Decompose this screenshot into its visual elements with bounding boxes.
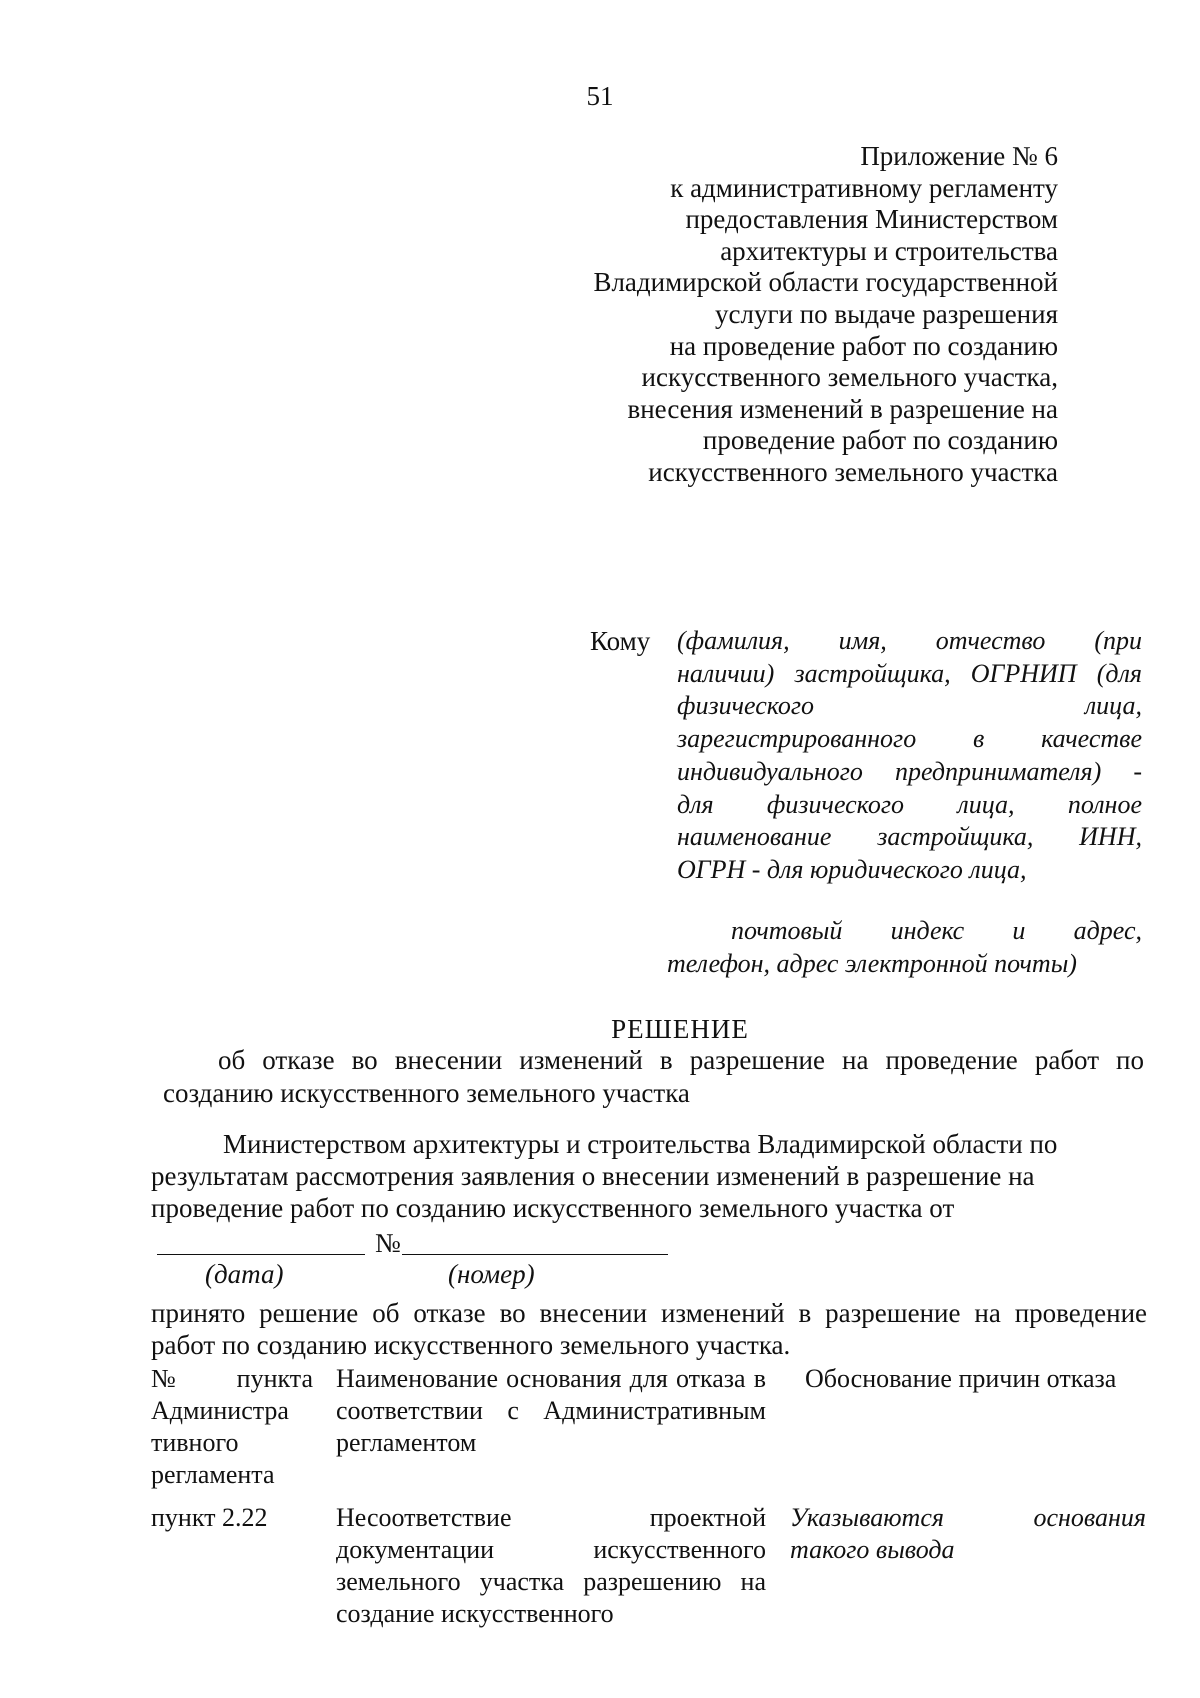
appendix-header — [593, 141, 1058, 489]
body-text: Министерством архитектуры и строительства Владимирской области по — [223, 1129, 1058, 1159]
recipient-line: наименование застройщика, ИНН, — [677, 822, 1142, 852]
recipient-line: для физического лица, полное — [677, 789, 1142, 819]
result-text: работ по созданию искусственного земельного участка. — [151, 1330, 791, 1360]
table-cell-reason: Несоответствие проектной документации искусственного земельного участка разрешению на создание искусственного — [336, 1503, 766, 1628]
recipient-line: ОГРН - для юридического лица, — [677, 854, 1027, 884]
appendix-line: на проведение работ по созданию — [669, 330, 1058, 361]
result-text: принято решение об отказе во внесении изменений в разрешение на проведение — [151, 1298, 1147, 1328]
appendix-line: искусственного земельного участка — [648, 456, 1058, 487]
date-blank — [157, 1254, 365, 1255]
appendix-line: внесения изменений в разрешение на — [627, 393, 1058, 424]
recipient-line: зарегистрированного в качестве — [677, 724, 1142, 754]
table-cell-item-number: пункт 2.22 — [151, 1503, 268, 1532]
table-header-reason: Наименование основания для отказа в соответствии с Административным регламентом — [336, 1364, 766, 1457]
recipient-label: Кому — [590, 626, 651, 656]
decision-title: РЕШЕНИЕ — [611, 1014, 749, 1044]
appendix-line: искусственного земельного участка, — [641, 362, 1058, 393]
page-number: 51 — [586, 81, 614, 111]
number-caption: (номер) — [448, 1259, 535, 1289]
recipient-placeholder — [677, 625, 1142, 887]
appendix-line: услуги по выдаче разрешения — [715, 298, 1058, 329]
number-blank — [402, 1254, 668, 1255]
address-line: почтовый индекс и адрес, — [731, 916, 1142, 945]
number-sign: № — [375, 1228, 401, 1258]
table-header-item-number: № пункта Администра тивного регламента — [151, 1364, 313, 1489]
table-cell-justification: Указываются основания такого вывода — [790, 1503, 1146, 1564]
recipient-line: (фамилия, имя, отчество (при — [677, 626, 1142, 655]
appendix-line: архитектуры и строительства — [720, 235, 1058, 266]
appendix-line: Владимирской области государственной — [593, 267, 1058, 298]
decision-subtitle: созданию искусственного земельного участка — [163, 1078, 690, 1108]
body-text: проведение работ по созданию искусственного земельного участка от — [151, 1193, 955, 1223]
appendix-line: предоставления Министерством — [685, 204, 1058, 235]
date-caption: (дата) — [205, 1259, 284, 1289]
body-text: результатам рассмотрения заявления о внесении изменений в разрешение на — [151, 1161, 1035, 1191]
recipient-line: физического лица, — [677, 691, 1142, 721]
appendix-line: проведение работ по созданию — [702, 425, 1058, 456]
recipient-line: индивидуального предпринимателя) - — [677, 756, 1142, 786]
appendix-line: Приложение № 6 — [860, 141, 1058, 171]
decision-subtitle: об отказе во внесении изменений в разрешение на проведение работ по — [218, 1045, 1144, 1075]
appendix-line: к административному регламенту — [670, 172, 1058, 203]
address-placeholder — [667, 915, 1142, 980]
table-header-justification: Обоснование причин отказа — [805, 1364, 1117, 1393]
recipient-line: наличии) застройщика, ОГРНИП (для — [677, 658, 1142, 688]
address-line: телефон, адрес электронной почты) — [667, 948, 1077, 978]
